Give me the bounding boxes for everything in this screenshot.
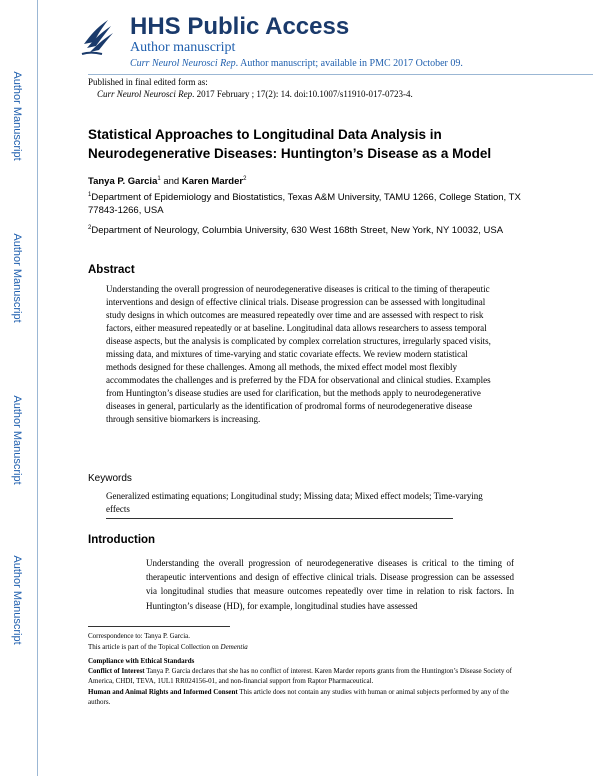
sidebar-divider [37,0,38,776]
footnote-rule [88,626,230,627]
author-list [88,176,246,187]
author-name-2: Karen Marder [181,176,244,187]
journal-name: Curr Neurol Neurosci Rep [130,58,236,69]
author-conjunction: and [160,176,182,187]
footnote-human-rights [88,688,528,707]
affiliation-2-text: Department of Neurology, Columbia University, 630 West 168th Street, New York, NY 10032, USA [91,225,504,236]
affiliation-1 [88,191,538,217]
collection-prefix: This article is part of the Topical Collection on [88,643,221,651]
published-label: Published in final edited form as: [88,77,208,87]
hhs-title: HHS Public Access [130,13,350,40]
author-manuscript-label: Author manuscript [130,40,236,55]
affiliation-1-text: Department of Epidemiology and Biostatistics, Texas A&M University, TAMU 1266, College Station, TX 77843-1266, USA [88,192,521,216]
affiliation-2 [88,224,538,237]
hhs-eagle-logo-icon [78,14,118,58]
article-title: Statistical Approaches to Longitudinal Data Analysis in Neurodegenerative Diseases: Huntington’s Disease as a Model [88,127,492,161]
sidebar-label-4: Author Manuscript [11,555,23,645]
coi-text: Tanya P. Garcia declares that she has no conflict of interest. Karen Marder reports grants from the Huntington’s Disease Society of America, CHDI, TEVA, 1UL1 RR024156-01, and non-financial support from Raptor Pharmaceutical. [88,667,512,685]
sidebar-label-2: Author Manuscript [11,233,23,323]
introduction-heading: Introduction [88,534,156,546]
author-2-affil-ref: 2 [243,175,247,182]
sidebar-label-3: Author Manuscript [11,395,23,485]
author-1-affil-ref: 1 [157,175,161,182]
keywords-text: Generalized estimating equations; Longitudinal study; Missing data; Mixed effect models; Time-varying effects [106,491,483,514]
citation-line [97,89,413,99]
introduction-text: Understanding the overall progression of neurodegenerative diseases is critical to the timing of therapeutic interventions and design of effective clinical trials. Disease progression can be assessed via longitudinal studies that measure outcomes repeatedly over time in relation to risk factors. In Huntington’s disease (HD), for example, longitudinal studies have assessed [146,558,514,611]
collection-name: Dementia [220,643,248,651]
abstract-heading: Abstract [88,264,135,276]
keywords-rule [106,518,453,519]
affiliation-1-marker: 1 [88,191,92,198]
author-name-1: Tanya P. Garcia [88,176,158,187]
abstract-text: Understanding the overall progression of neurodegenerative diseases is critical to the timing of therapeutic interventions and design of effective clinical trials. Disease progression can be assessed with longitudinal study designs in which outcomes are measured repeatedly over time and are assessed with respect to risk factors, either measured repeatedly or at baseline. Longitudinal data allows researchers to assess temporal disease aspects, but the analysis is complicated by complex correlation structures, irregularly spaced visits, missing data, and mixtures of time-varying and static covariate effects. We review modern statistical methods designed for these challenges. Among all methods, the mixed effect model most flexibly accommodates the challenges and is preferred by the FDA for observational and clinical studies. Examples from Huntington’s disease studies are used for clarification, but the methods apply to neurodegenerative diseases in general, particularly as the identification of prodromal forms of neurodegenerative disease through sensitive biomarkers is increasing. [106,284,491,425]
footnote-conflict [88,667,528,686]
human-rights-text: This article does not contain any studies with human or animal subjects performed by any of the authors. [88,688,509,706]
sidebar-label-1: Author Manuscript [11,71,23,161]
coi-label: Conflict of Interest [88,667,145,675]
footnote-collection [88,643,528,653]
header-rule [88,74,593,75]
journal-availability: . Author manuscript; available in PMC 2017 October 09. [235,58,463,69]
footnote-correspondence: Correspondence to: Tanya P. Garcia. [88,632,191,640]
human-rights-label: Human and Animal Rights and Informed Consent [88,688,238,696]
journal-line [130,58,463,69]
affiliation-2-marker: 2 [88,224,92,231]
keywords-heading: Keywords [88,473,132,484]
citation-details: . 2017 February ; 17(2): 14. doi:10.1007/s11910-017-0723-4. [192,89,413,99]
ethics-heading: Compliance with Ethical Standards [88,657,195,665]
citation-journal: Curr Neurol Neurosci Rep [97,89,193,99]
